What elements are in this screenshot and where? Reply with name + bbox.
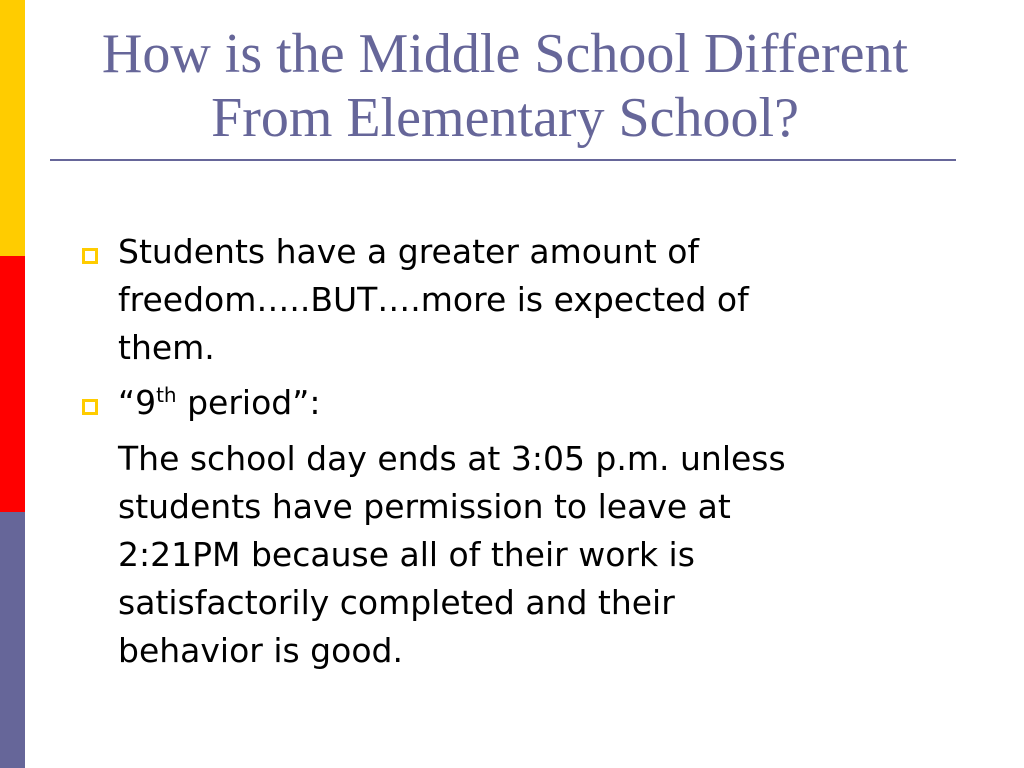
slide-title-line-1: How is the Middle School Different [101, 23, 909, 85]
accent-bar-yellow [0, 0, 25, 256]
bullet-item-9th-period [80, 379, 960, 427]
bullet-1-line-2: freedom…..BUT….more is expected of [118, 280, 749, 319]
dismissal-paragraph [80, 435, 960, 675]
dismissal-line-3: 2:21PM because all of their work is [118, 535, 695, 574]
bullet-item-freedom [80, 228, 960, 372]
bullet-1-line-1: Students have a greater amount of [118, 232, 699, 271]
hollow-square-bullet-icon [82, 399, 98, 415]
bullet-2-text [118, 379, 960, 427]
slide-title [50, 22, 960, 150]
accent-bar-blue [0, 512, 25, 768]
dismissal-line-5: behavior is good. [118, 631, 403, 670]
bullet-1-line-3: them. [118, 328, 215, 367]
dismissal-line-2: students have permission to leave at [118, 487, 731, 526]
hollow-square-bullet-icon [82, 248, 98, 264]
bullet-2-prefix: “9 [118, 383, 157, 422]
slide-body [80, 228, 960, 675]
bullet-2-suffix: period”: [176, 383, 321, 422]
bullet-2-superscript: th [156, 383, 177, 407]
title-divider [50, 159, 956, 161]
slide-title-line-2: From Elementary School? [211, 87, 799, 149]
dismissal-line-4: satisfactorily completed and their [118, 583, 675, 622]
accent-bar-red [0, 256, 25, 512]
dismissal-line-1: The school day ends at 3:05 p.m. unless [118, 439, 786, 478]
